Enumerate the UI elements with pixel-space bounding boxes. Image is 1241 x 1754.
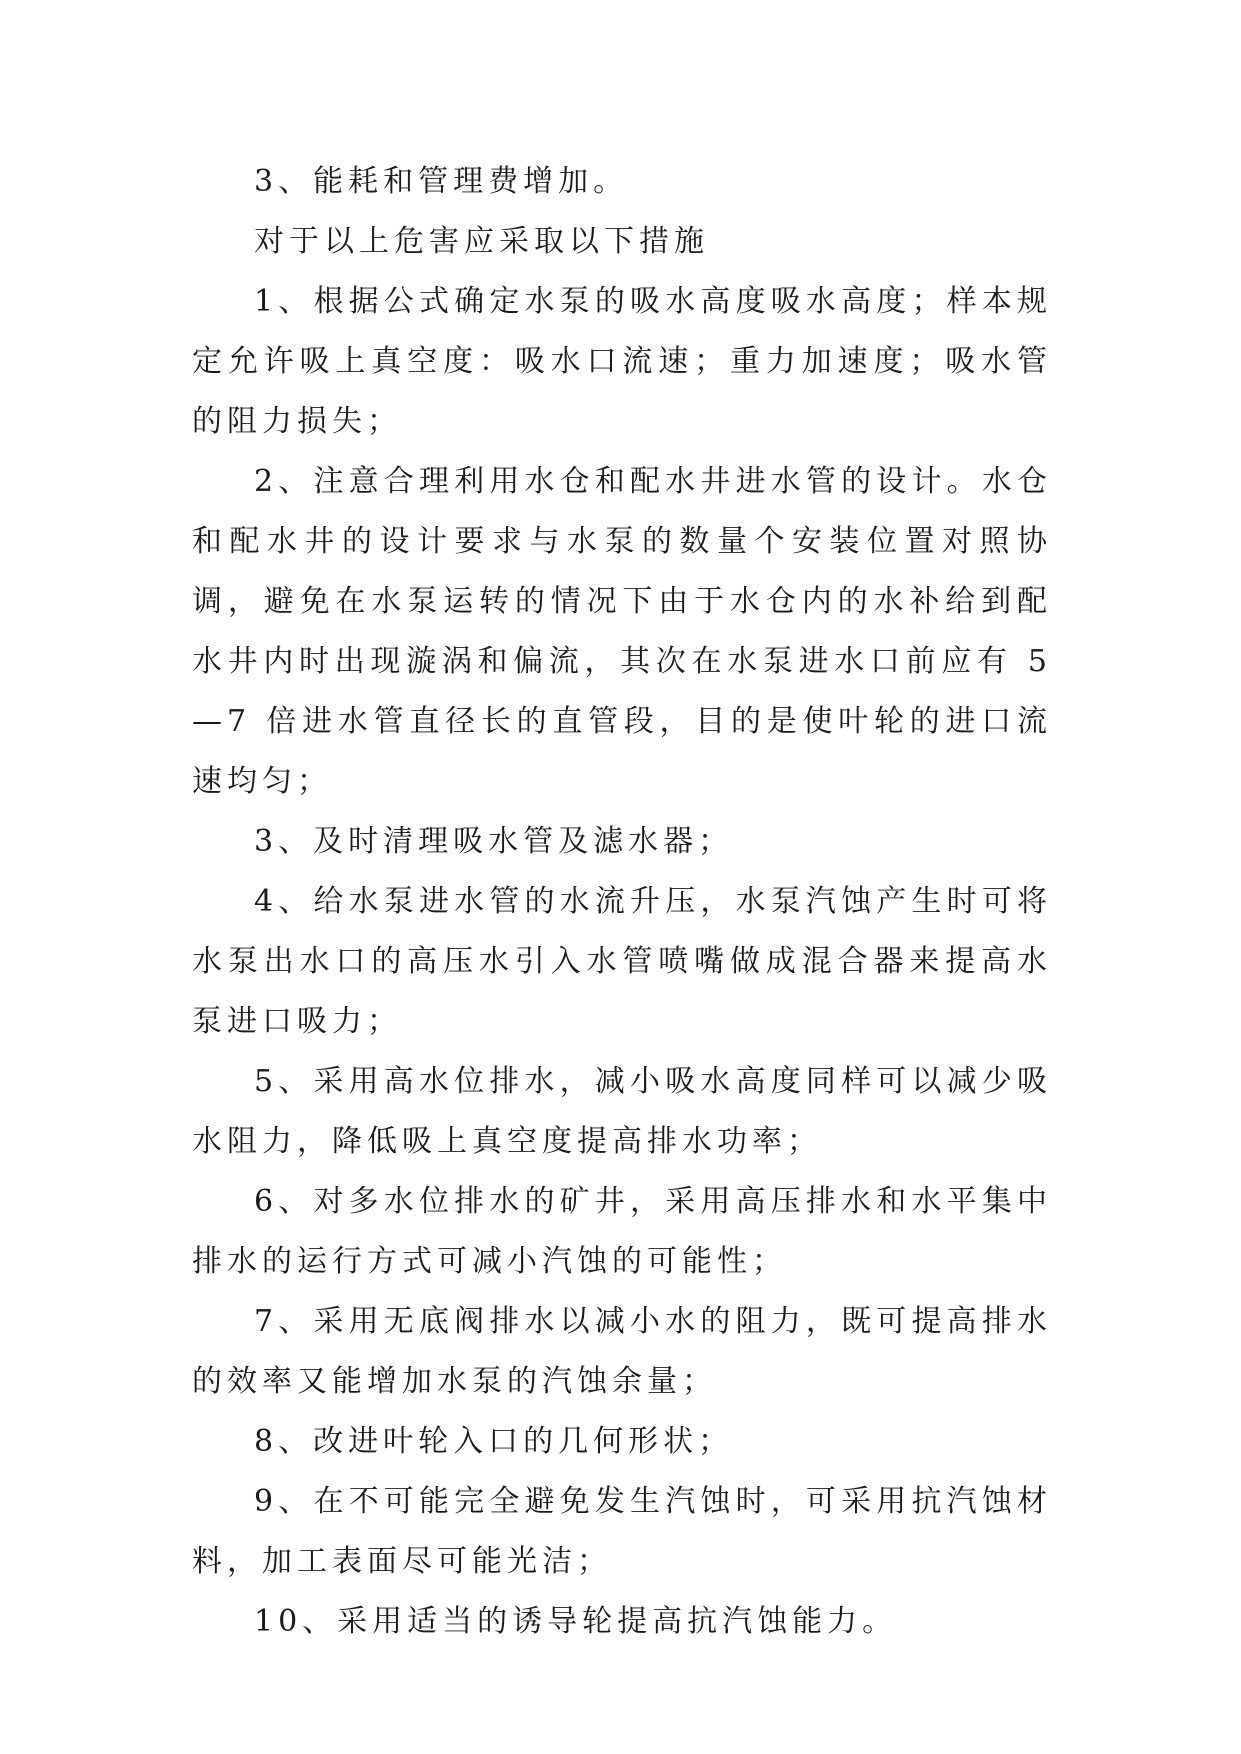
paragraph-measure-8: 8、改进叶轮入口的几何形状； <box>254 1424 734 1459</box>
paragraph-measure-10: 10、采用适当的诱导轮提高抗汽蚀能力。 <box>254 1604 898 1639</box>
paragraph-measure-4: 4、给水泵进水管的水流升压，水泵汽蚀产生时可将水泵出水口的高压水引入水管喷嘴做成混合器来提高水泵进口吸力； <box>192 884 1052 1039</box>
paragraph-measure-5: 5、采用高水位排水，减小吸水高度同样可以减少吸水阻力，降低吸上真空度提高排水功率； <box>192 1064 1052 1159</box>
paragraph-measure-7: 7、采用无底阀排水以减小水的阻力，既可提高排水的效率又能增加水泵的汽蚀余量； <box>192 1304 1052 1399</box>
paragraph-measure-9: 9、在不可能完全避免发生汽蚀时，可采用抗汽蚀材料，加工表面尽可能光洁； <box>192 1484 1052 1579</box>
paragraph-measure-2: 2、注意合理利用水仓和配水井进水管的设计。水仓和配水井的设计要求与水泵的数量个安装位置对照协调，避免在水泵运转的情况下由于水仓内的水补给到配水井内时出现漩涡和偏流，其次在水泵进水口前应有 5—7 倍进水管直径长的直管段，目的是使叶轮的进口流速均匀； <box>192 464 1052 799</box>
paragraph-measure-1: 1、根据公式确定水泵的吸水高度吸水高度；样本规定允许吸上真空度：吸水口流速；重力加速度；吸水管的阻力损失； <box>192 284 1052 439</box>
paragraph-energy-cost: 3、能耗和管理费增加。 <box>254 164 629 199</box>
document-body <box>192 152 1052 1652</box>
paragraph-measure-3: 3、及时清理吸水管及滤水器； <box>254 824 734 859</box>
paragraph-measure-6: 6、对多水位排水的矿井，采用高压排水和水平集中排水的运行方式可减小汽蚀的可能性； <box>192 1184 1052 1279</box>
paragraph-measures-intro: 对于以上危害应采取以下措施 <box>254 224 709 259</box>
